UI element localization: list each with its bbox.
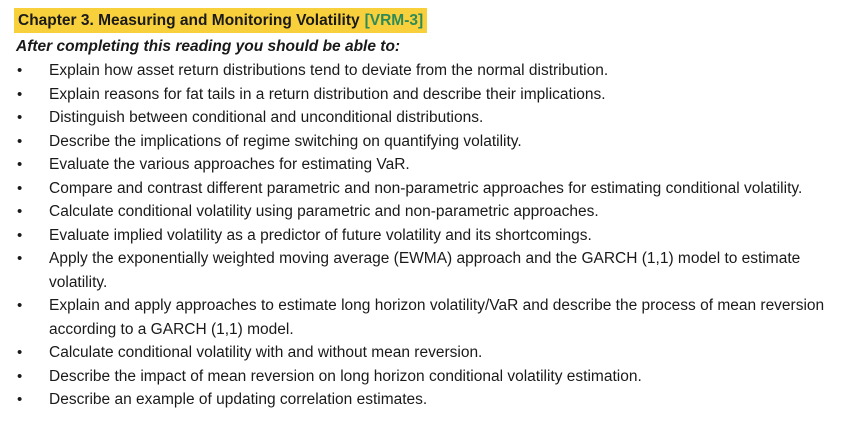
objective-text: Apply the exponentially weighted moving average (EWMA) approach and the GARCH (1,1) model to estimate volatility.	[49, 250, 801, 291]
objective-text: Evaluate implied volatility as a predictor of future volatility and its shortcomings.	[49, 226, 592, 244]
objective-item	[0, 388, 865, 412]
objective-text: Distinguish between conditional and unconditional distributions.	[49, 109, 484, 126]
bullet-icon: •	[17, 132, 23, 150]
learning-objectives-intro: After completing this reading you should be able to:	[16, 38, 401, 55]
objective-item	[0, 106, 865, 130]
objective-text: Explain how asset return distributions tend to deviate from the normal distribution.	[49, 62, 609, 79]
objective-text: Compare and contrast different parametric and non-parametric approaches for estimating conditional volatility.	[49, 179, 803, 197]
bullet-icon: •	[17, 250, 23, 267]
bullet-icon: •	[17, 367, 23, 385]
objective-text: Calculate conditional volatility with and without mean reversion.	[49, 344, 483, 361]
objective-item	[0, 177, 865, 201]
objective-item	[0, 224, 865, 248]
objective-text: Describe the impact of mean reversion on long horizon conditional volatility estimation.	[49, 367, 642, 385]
objective-item	[0, 341, 865, 365]
bullet-icon: •	[17, 156, 23, 173]
chapter-code: [VRM-3]	[364, 11, 424, 29]
objective-item	[0, 247, 865, 294]
bullet-icon: •	[17, 109, 23, 126]
bullet-icon: •	[17, 344, 23, 361]
bullet-icon: •	[17, 203, 23, 220]
objective-text: Calculate conditional volatility using parametric and non-parametric approaches.	[49, 203, 599, 220]
bullet-icon: •	[17, 391, 23, 408]
bullet-icon: •	[17, 179, 23, 197]
objective-text: Describe an example of updating correlation estimates.	[49, 391, 428, 408]
objective-text: Explain reasons for fat tails in a return distribution and describe their implications.	[49, 85, 606, 103]
objective-text: Explain and apply approaches to estimate long horizon volatility/VaR and describe the process of mean reversion according to a GARCH (1,1) model.	[49, 297, 825, 338]
objective-item	[0, 153, 865, 177]
objective-item	[0, 83, 865, 107]
objective-item	[0, 130, 865, 154]
bullet-icon: •	[17, 85, 23, 103]
chapter-title: Chapter 3. Measuring and Monitoring Volatility	[18, 11, 360, 29]
objective-item	[0, 59, 865, 83]
bullet-icon: •	[17, 226, 23, 244]
objective-item	[0, 294, 865, 341]
bullet-icon: •	[17, 297, 23, 314]
learning-objectives-list	[0, 59, 865, 412]
objective-text: Evaluate the various approaches for estimating VaR.	[49, 156, 410, 173]
objective-item	[0, 200, 865, 224]
objective-item	[0, 365, 865, 389]
bullet-icon: •	[17, 62, 23, 79]
chapter-header	[14, 8, 427, 33]
objective-text: Describe the implications of regime switching on quantifying volatility.	[49, 132, 522, 150]
